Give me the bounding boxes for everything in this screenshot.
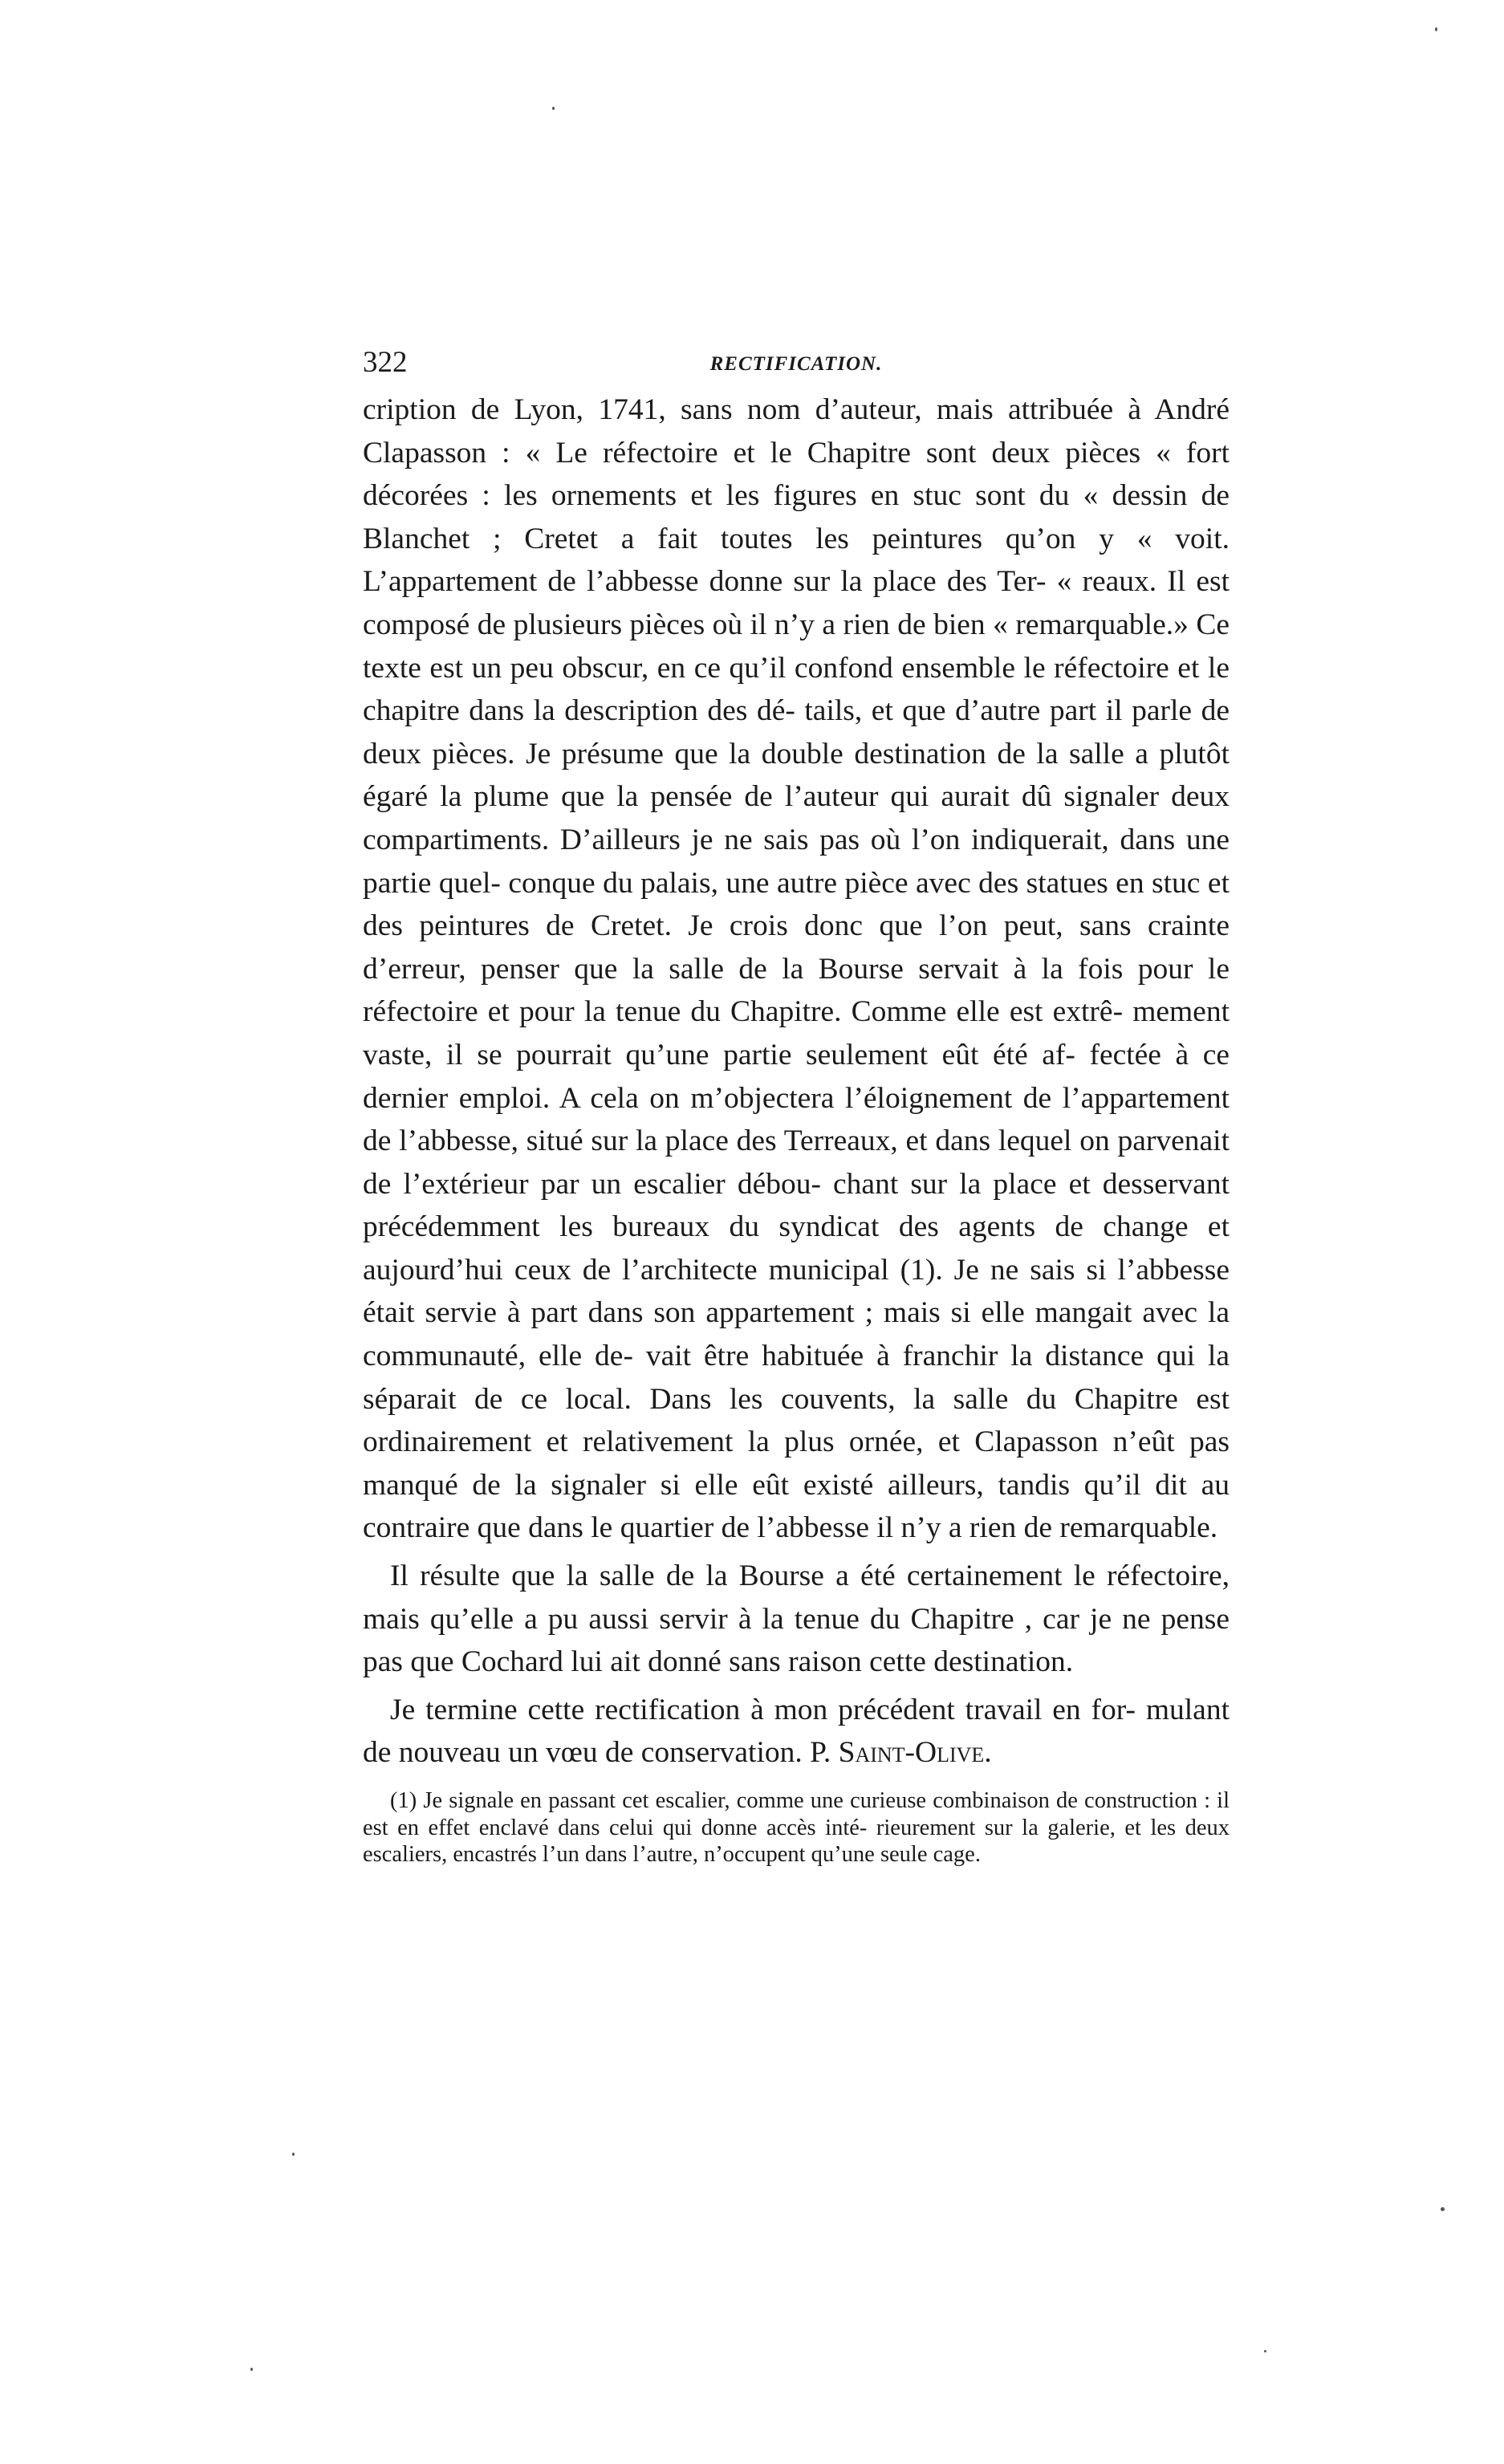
text-block: [363, 340, 1230, 1868]
footnote-1: (1) Je signale en passant cet escalier, comme une curieuse combinaison de construction : il est en effet enclavé dans celui qui donne accès inté- rieurement sur la galerie, et les deux escaliers, encastrés l’un dans l’autre, n’occupent qu’une seule cage.: [363, 1788, 1230, 1867]
running-head-title: RECTIFICATION.: [709, 353, 883, 375]
running-head: [363, 340, 1230, 388]
paragraph-3: [363, 1689, 1230, 1775]
body-text: [363, 388, 1230, 1775]
scan-speck: [552, 107, 555, 110]
scan-speck: [250, 2368, 253, 2371]
paragraph-3-text: Je termine cette rectification à mon précédent travail en for- mulant de nouveau un vœu de conservation.: [363, 1693, 1230, 1770]
author-signature: P. Saint-Olive.: [810, 1736, 992, 1770]
footnotes: [363, 1787, 1230, 1868]
paragraph-1: cription de Lyon, 1741, sans nom d’auteur, mais attribuée à André Clapasson : « Le réfectoire et le Chapitre sont deux pièces « fort décorées : les ornements et les figures en stuc sont du « dessin de Blanchet ; Cretet a fait toutes les peintures qu’on y « voit. L’appartement de l’abbesse donne sur la place des Ter- « reaux. Il est composé de plusieurs pièces où il n’y a rien de bien « remarquable.» Ce texte est un peu obscur, en ce qu’il confond ensemble le réfectoire et le chapitre dans la description des dé- tails, et que d’autre part il parle de deux pièces. Je présume que la double destination de la salle a plutôt égaré la plume que la pensée de l’auteur qui aurait dû signaler deux compartiments. D’ailleurs je ne sais pas où l’on indiquerait, dans une partie quel- conque du palais, une autre pièce avec des statues en stuc et des peintures de Cretet. Je crois donc que l’on peut, sans crainte d’erreur, penser que la salle de la Bourse servait à la fois pour le réfectoire et pour la tenue du Chapitre. Comme elle est extrê- mement vaste, il se pourrait qu’une partie seulement eût été af- fectée à ce dernier emploi. A cela on m’objectera l’éloignement de l’appartement de l’abbesse, situé sur la place des Terreaux, et dans lequel on parvenait de l’extérieur par un escalier débou- chant sur la place et desservant précédemment les bureaux du syndicat des agents de change et aujourd’hui ceux de l’architecte municipal (1). Je ne sais si l’abbesse était servie à part dans son appartement ; mais si elle mangait avec la communauté, elle de- vait être habituée à franchir la distance qui la séparait de ce local. Dans les couvents, la salle du Chapitre est ordinairement et relativement la plus ornée, et Clapasson n’eût pas manqué de la signaler si elle eût existé ailleurs, tandis qu’il dit au contraire que dans le quartier de l’abbesse il n’y a rien de remarquable.: [363, 393, 1230, 1545]
paragraph-2: Il résulte que la salle de la Bourse a été certainement le réfectoire, mais qu’elle a pu aussi servir à la tenue du Chapitre , car je ne pense pas que Cochard lui ait donné sans raison cette destination.: [363, 1559, 1230, 1679]
scan-speck: [292, 2153, 295, 2156]
scan-speck: [1435, 27, 1437, 31]
scan-speck: [1441, 2207, 1445, 2211]
scan-speck: [1264, 2350, 1266, 2352]
page-number: 322: [363, 346, 408, 379]
